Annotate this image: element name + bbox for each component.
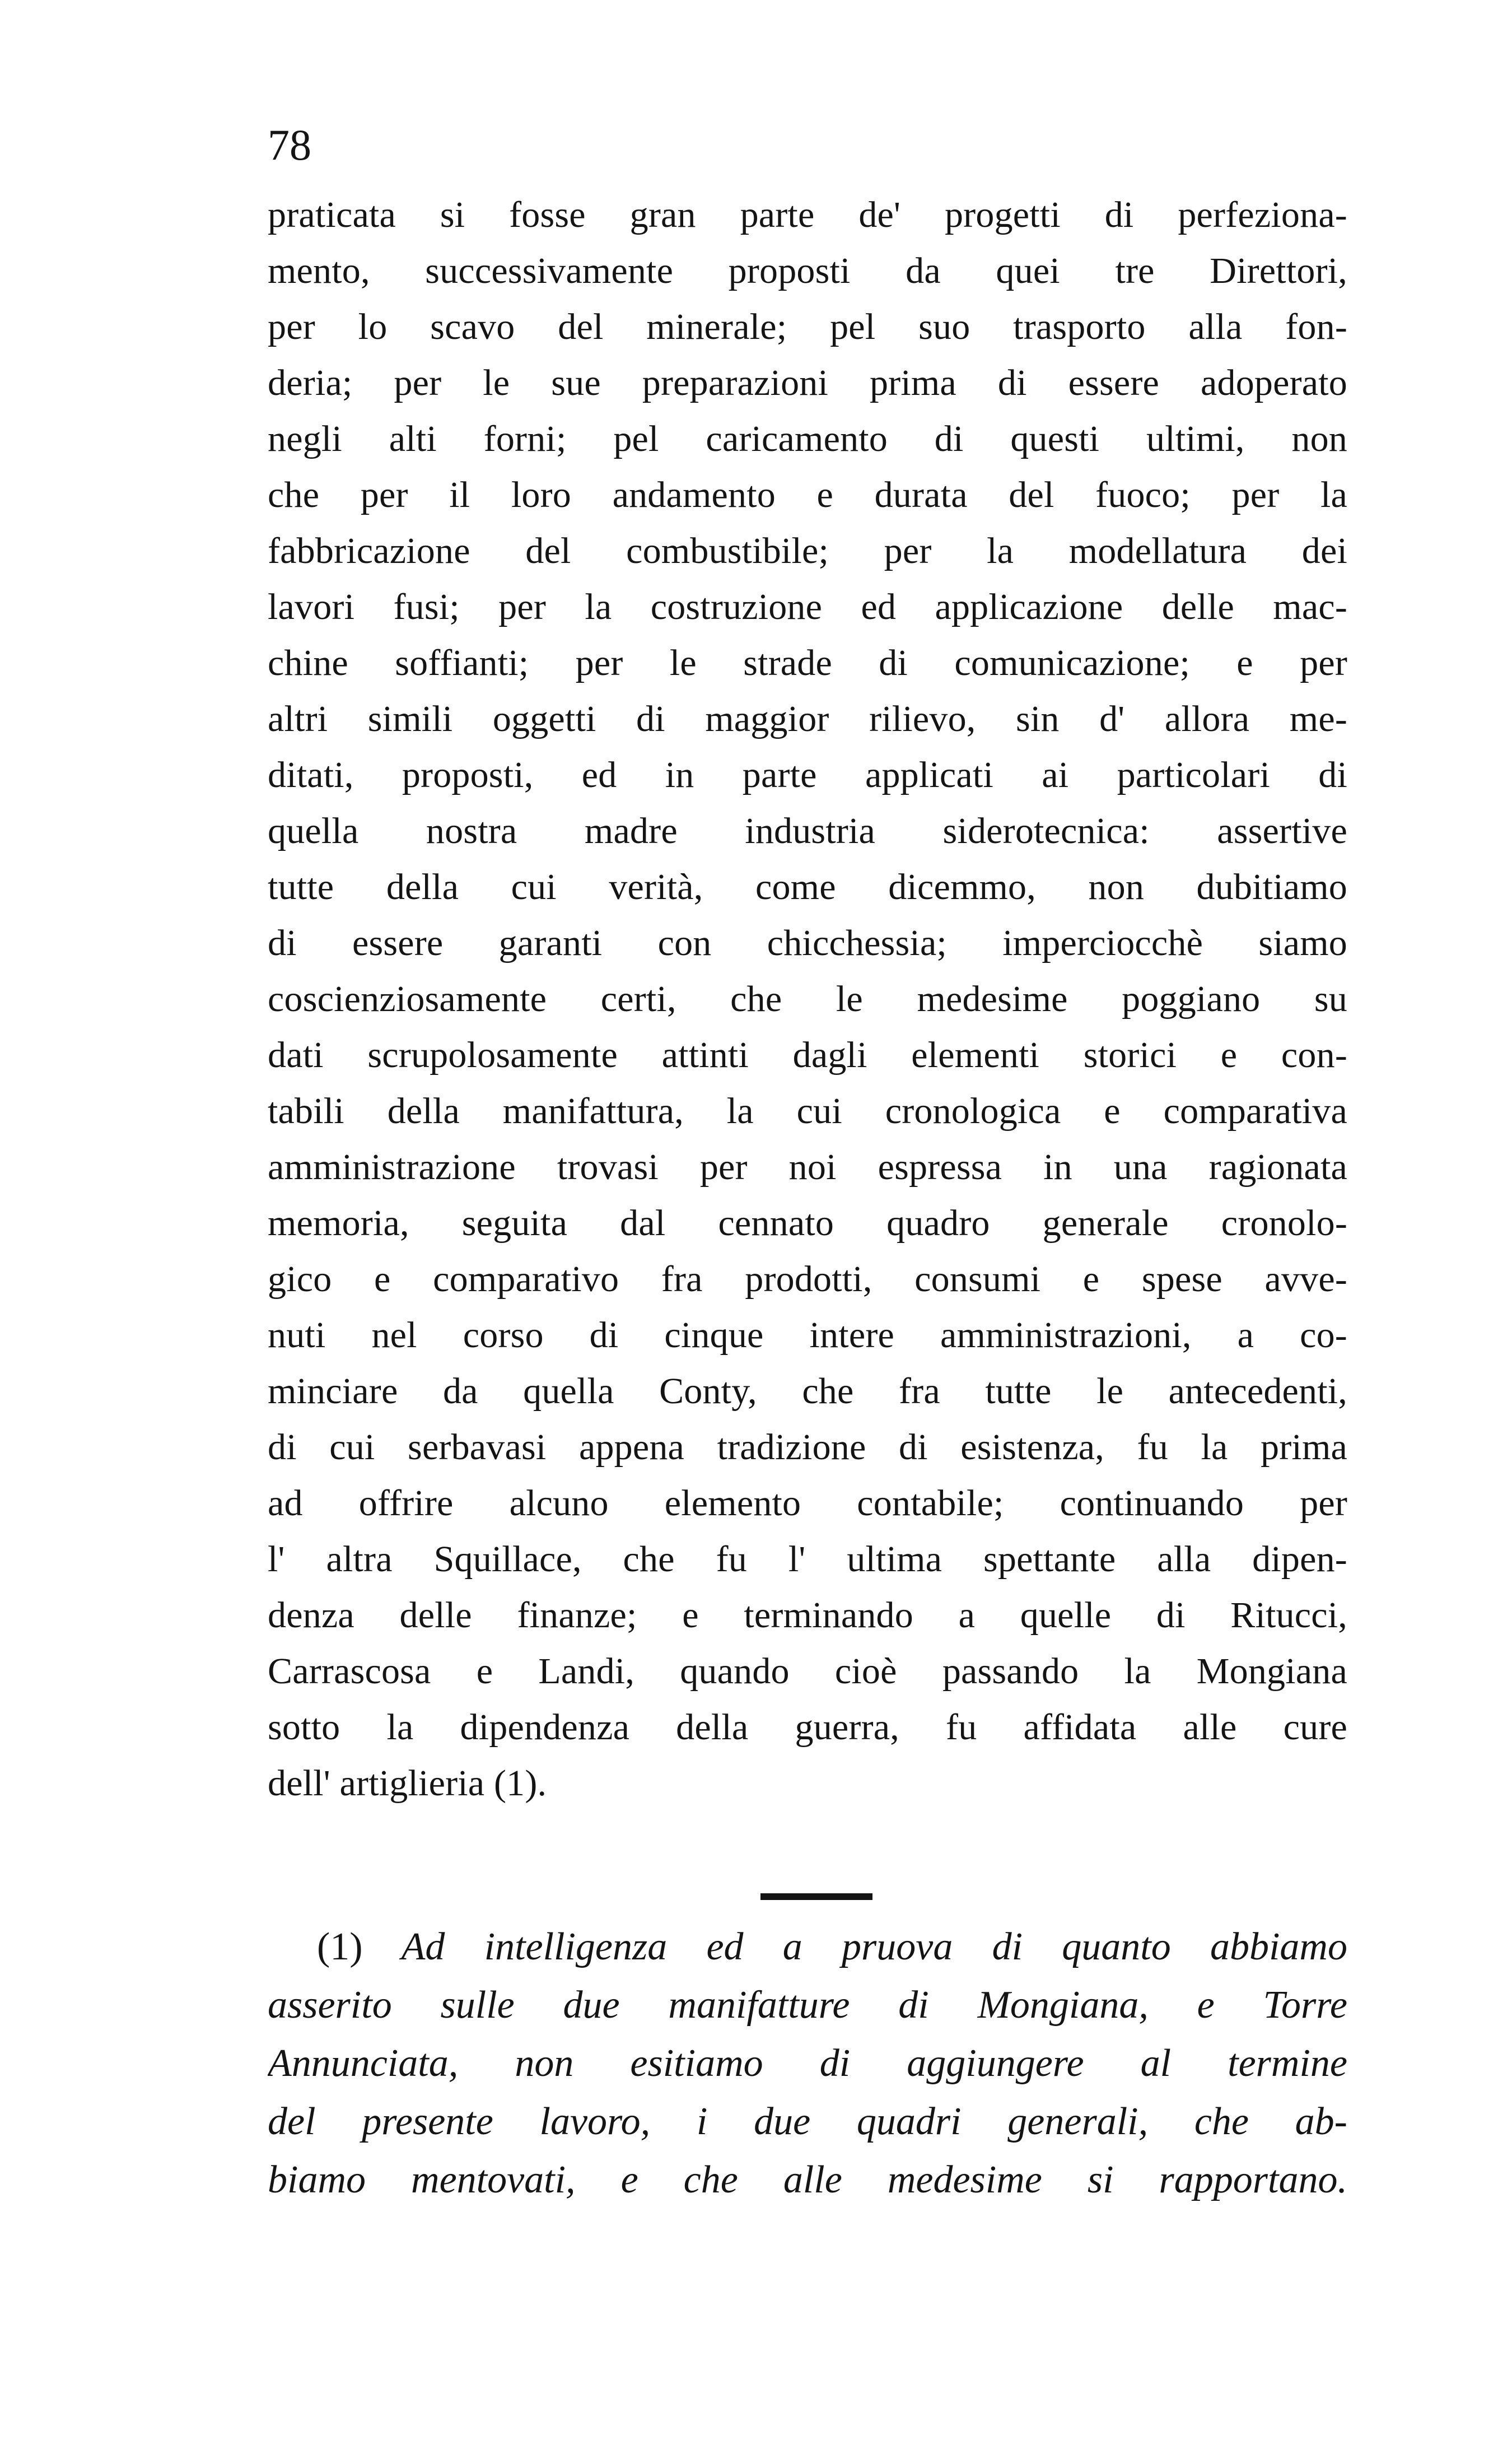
text-line: deria; per le sue preparazioni prima di essere adoperato	[268, 362, 1347, 403]
text-line: nuti nel corso di cinque intere amministrazioni, a co-	[268, 1315, 1347, 1356]
text-line: altri simili oggetti di maggior rilievo, sin d' allora me-	[268, 699, 1347, 739]
footnote-line-text: Ad intelligenza ed a pruova di quanto abbiamo	[401, 1925, 1347, 1968]
text-line: tutte della cui verità, come dicemmo, non dubitiamo	[268, 867, 1347, 907]
text-line: coscienziosamente certi, che le medesime poggiano su	[268, 979, 1347, 1019]
text-line: denza delle finanze; e terminando a quelle di Ritucci,	[268, 1595, 1347, 1636]
text-line: negli alti forni; pel caricamento di questi ultimi, non	[268, 418, 1347, 459]
text-line: dati scrupolosamente attinti dagli elementi storici e con-	[268, 1035, 1347, 1075]
text-line: che per il loro andamento e durata del fuoco; per la	[268, 474, 1347, 515]
text-line: memoria, seguita dal cennato quadro generale cronolo-	[268, 1203, 1347, 1244]
footnote-line: asserito sulle due manifatture di Mongiana, e Torre	[268, 1983, 1347, 2027]
text-line: quella nostra madre industria siderotecnica: assertive	[268, 811, 1347, 851]
text-line: di essere garanti con chicchessia; imperciocchè siamo	[268, 923, 1347, 963]
text-line: tabili della manifattura, la cui cronologica e comparativa	[268, 1091, 1347, 1131]
footnote-line: del presente lavoro, i due quadri generali, che ab-	[268, 2100, 1347, 2143]
text-line: sotto la dipendenza della guerra, fu affidata alle cure	[268, 1707, 1347, 1748]
page-number: 78	[268, 120, 311, 169]
body-text	[268, 187, 1347, 1812]
footnote	[268, 1918, 1347, 2209]
footnote-line: biamo mentovati, e che alle medesime si rapportano.	[268, 2158, 1347, 2201]
text-line: praticata si fosse gran parte de' progetti di perfeziona-	[268, 194, 1347, 235]
text-line-last: dell' artiglieria (1).	[268, 1763, 547, 1804]
footnote-separator	[760, 1893, 872, 1900]
text-line: gico e comparativo fra prodotti, consumi e spese avve-	[268, 1259, 1347, 1300]
text-line: di cui serbavasi appena tradizione di esistenza, fu la prima	[268, 1427, 1347, 1468]
text-line: l' altra Squillace, che fu l' ultima spettante alla dipen-	[268, 1539, 1347, 1580]
footnote-marker: (1)	[317, 1925, 363, 1968]
text-line: minciare da quella Conty, che fra tutte le antecedenti,	[268, 1371, 1347, 1412]
text-line: per lo scavo del minerale; pel suo trasporto alla fon-	[268, 306, 1347, 347]
text-line: Carrascosa e Landi, quando cioè passando la Mongiana	[268, 1651, 1347, 1692]
text-line: ad offrire alcuno elemento contabile; continuando per	[268, 1483, 1347, 1524]
footnote-line: Annunciata, non esitiamo di aggiungere al termine	[268, 2042, 1347, 2085]
text-line: fabbricazione del combustibile; per la modellatura dei	[268, 530, 1347, 571]
footnote-line	[268, 1918, 1347, 1976]
text-line: amministrazione trovasi per noi espressa in una ragionata	[268, 1147, 1347, 1188]
text-line: mento, successivamente proposti da quei tre Direttori,	[268, 250, 1347, 291]
text-line: ditati, proposti, ed in parte applicati ai particolari di	[268, 755, 1347, 795]
text-line: chine soffianti; per le strade di comunicazione; e per	[268, 642, 1347, 683]
text-line: lavori fusi; per la costruzione ed applicazione delle mac-	[268, 586, 1347, 627]
